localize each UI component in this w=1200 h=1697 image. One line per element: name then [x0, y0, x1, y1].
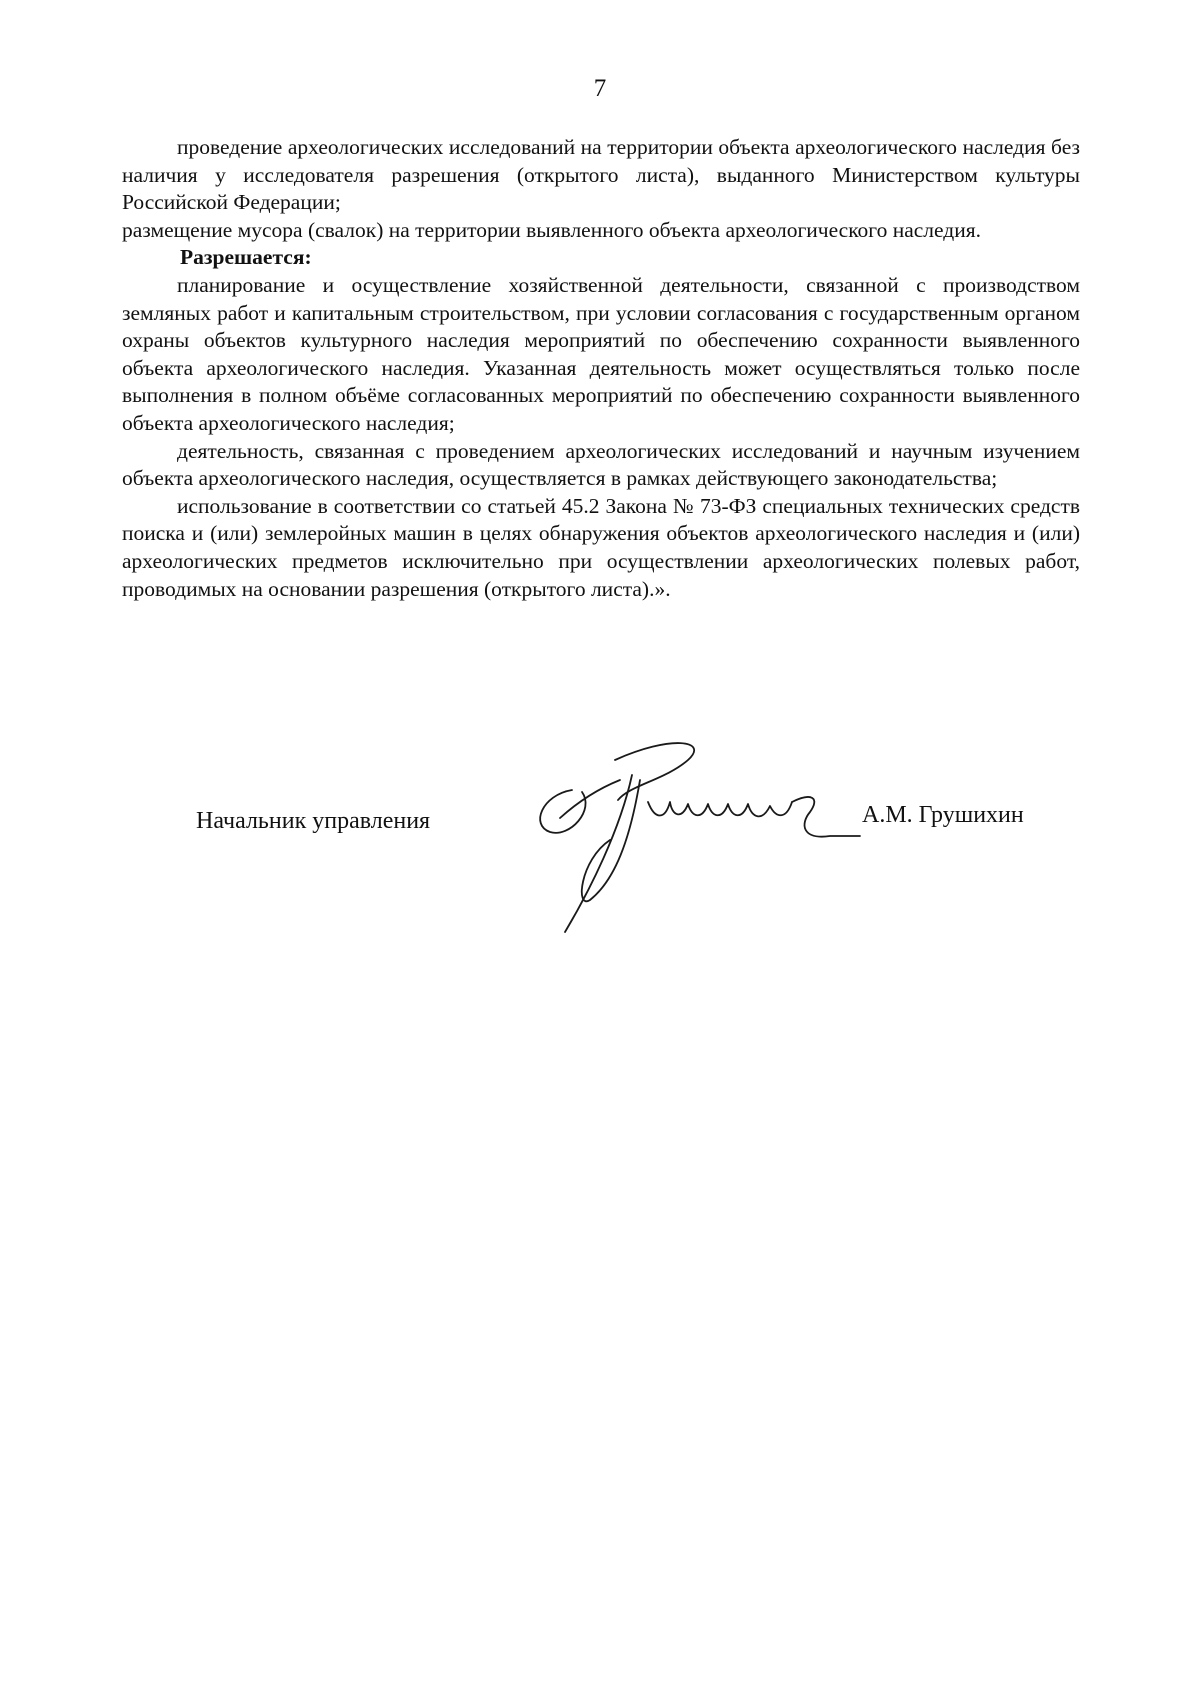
document-body: [122, 134, 1080, 603]
paragraph-prohibition-research: проведение археологических исследований на территории объекта археологического наследия без наличия у исследователя разрешения (открытого листа), выданного Министерством культуры Российской Федерации;: [122, 135, 1080, 215]
signatory-title: Начальник управления: [196, 808, 431, 834]
handwritten-signature: [520, 740, 920, 960]
paragraph-prohibition-waste: размещение мусора (свалок) на территории выявленного объекта археологического наследия.: [122, 217, 982, 242]
paragraph-allowed-research-activity: деятельность, связанная с проведением археологических исследований и научным изучением объекта археологического наследия, осуществляется в рамках действующего законодательства;: [122, 438, 1080, 491]
paragraph-allowed-technical-means: использование в соответствии со статьей 45.2 Закона № 73-ФЗ специальных технических средств поиска и (или) землеройных машин в целях обнаружения объектов археологического наследия и (или) археологических предметов исключительно при осуществлении археологических полевых работ, проводимых на основании разрешения (открытого листа).».: [122, 493, 1080, 601]
signature-block: [0, 720, 1200, 940]
signatory-name: А.М. Грушихин: [862, 802, 1024, 828]
section-heading-allowed: Разрешается:: [180, 245, 312, 270]
page-number: 7: [593, 75, 607, 102]
paragraph-allowed-economic-activity: планирование и осуществление хозяйственной деятельности, связанной с производством земляных работ и капитальным строительством, при условии согласования с государственным органом охраны объектов культурного наследия мероприятий по обеспечению сохранности выявленного объекта археологического наследия. Указанная деятельность может осуществляться только после выполнения в полном объёме согласованных мероприятий по обеспечению сохранности выявленного объекта археологического наследия;: [122, 272, 1080, 435]
